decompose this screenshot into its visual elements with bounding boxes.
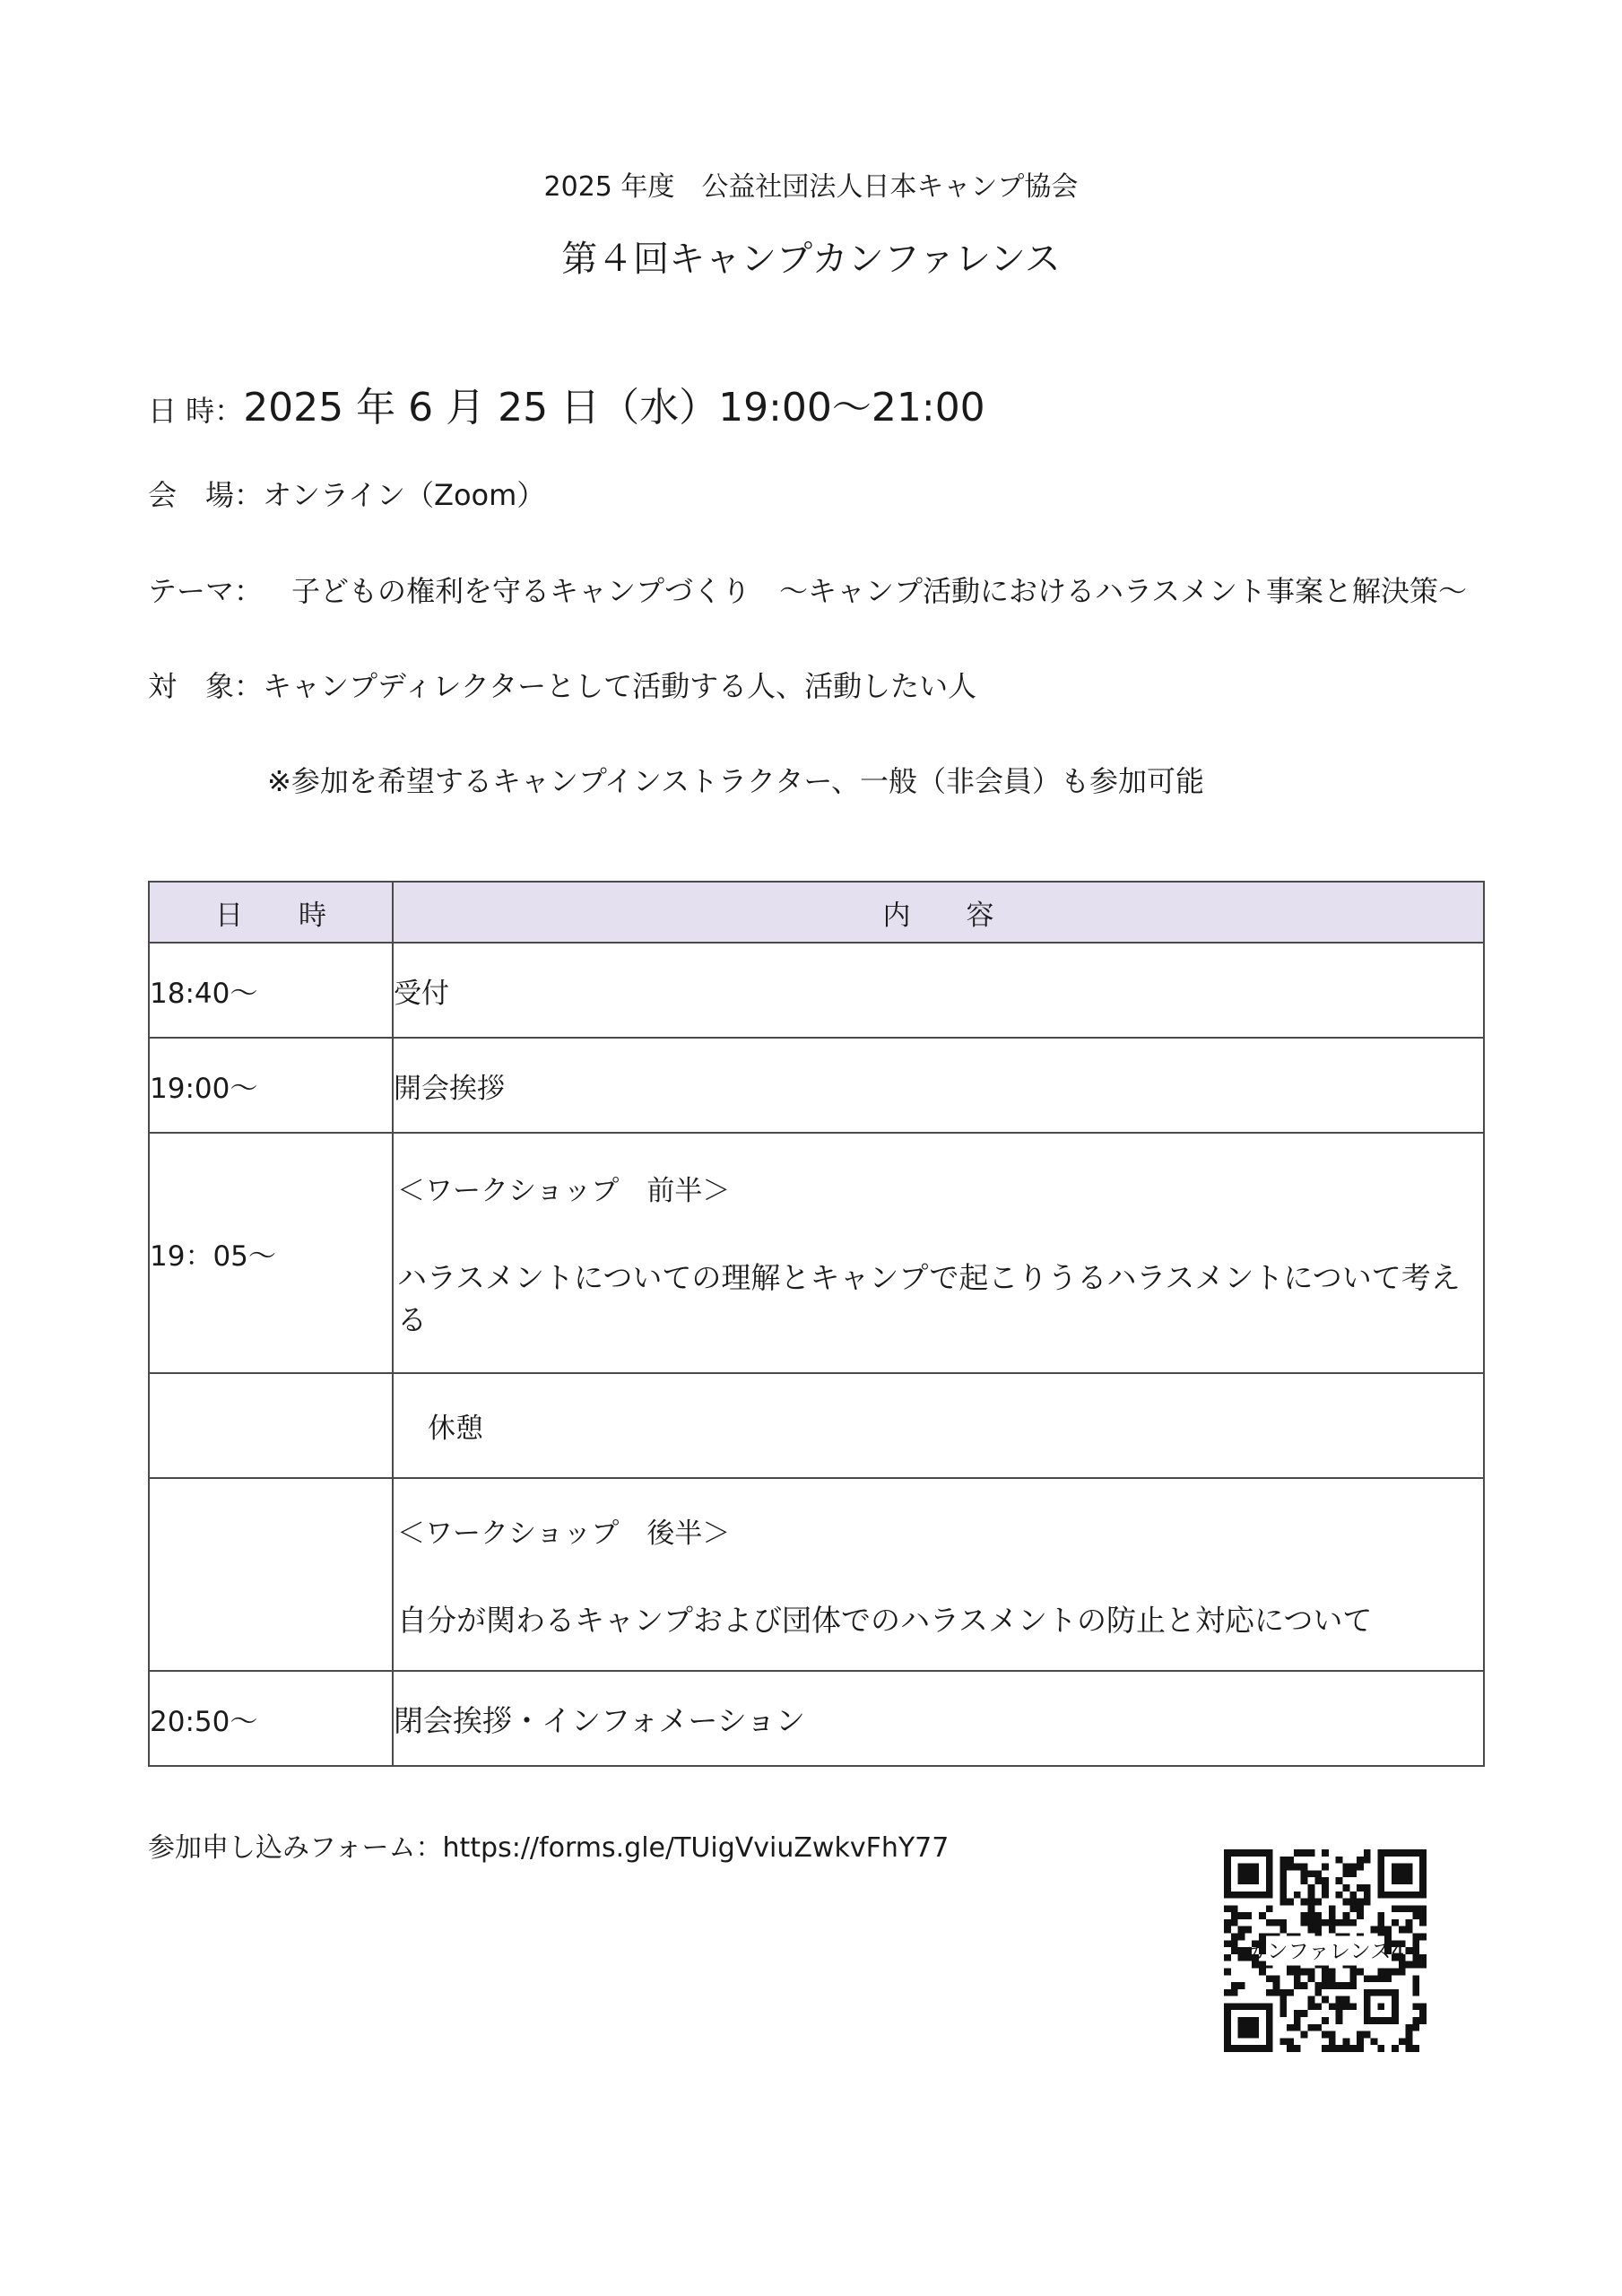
workshop-first-title: ＜ワークショップ 前半＞ [397, 1174, 731, 1207]
form-url-link[interactable]: https://forms.gle/TUigVviuZwkvFhY77 [442, 1832, 950, 1864]
row-time [149, 1373, 393, 1478]
venue-value: オンライン（Zoom） [263, 478, 546, 512]
row-content: 開会挨拶 [393, 1038, 1484, 1133]
row-time: 20:50～ [149, 1671, 393, 1766]
table-row [149, 1671, 1484, 1766]
target-value: キャンプディレクターとして活動する人、活動したい人 [263, 669, 977, 703]
participation-note: ※参加を希望するキャンプインストラクター、一般（非会員）も参加可能 [267, 764, 1205, 798]
form-label: 参加申し込みフォーム： [148, 1832, 443, 1864]
table-row [149, 1478, 1484, 1671]
row-time: 19:00～ [149, 1038, 393, 1133]
venue-row [148, 473, 545, 514]
target-row [148, 664, 976, 705]
workshop-first-desc: ハラスメントについての理解とキャンプで起こりうるハラスメントについて考える [397, 1259, 1461, 1337]
row-time [149, 1478, 393, 1671]
date-label: 日 時： [148, 394, 244, 428]
row-content: 休憩 [393, 1373, 1484, 1478]
table-row [149, 943, 1484, 1038]
workshop-second-title: ＜ワークショップ 後半＞ [397, 1517, 731, 1550]
header-content: 内 容 [393, 882, 1484, 943]
registration-form-line [148, 1825, 949, 1865]
date-row [148, 375, 985, 432]
event-title: 第４回キャンプカンファレンス [561, 239, 1061, 280]
event-subtitle: 2025 年度 公益社団法人日本キャンプ協会 [543, 171, 1079, 203]
table-row [149, 1038, 1484, 1133]
theme-value: 子どもの権利を守るキャンプづくり ～キャンプ活動におけるハラスメント事案と解決策～ [291, 574, 1468, 608]
row-content: 受付 [393, 943, 1484, 1038]
qr-caption: カンファレンス4 [1245, 1938, 1405, 1964]
row-content [393, 1478, 1484, 1671]
row-time: 18:40～ [149, 943, 393, 1038]
row-content: 閉会挨拶・インフォメーション [393, 1671, 1484, 1766]
qr-code[interactable] [1224, 1849, 1427, 2052]
row-content [393, 1133, 1484, 1373]
schedule-table [148, 881, 1485, 1767]
theme-row [148, 569, 1467, 610]
target-label: 対 象： [148, 669, 264, 703]
schedule-header-row [149, 882, 1484, 943]
date-value: 2025 年 6 月 25 日（水）19:00～21:00 [243, 385, 985, 430]
header-time: 日 時 [149, 882, 393, 943]
theme-label: テーマ： [148, 574, 264, 608]
row-time: 19：05～ [149, 1133, 393, 1373]
table-row [149, 1133, 1484, 1373]
table-row [149, 1373, 1484, 1478]
workshop-second-desc: 自分が関わるキャンプおよび団体でのハラスメントの防止と対応について [397, 1602, 1373, 1638]
venue-label: 会 場： [148, 478, 264, 512]
